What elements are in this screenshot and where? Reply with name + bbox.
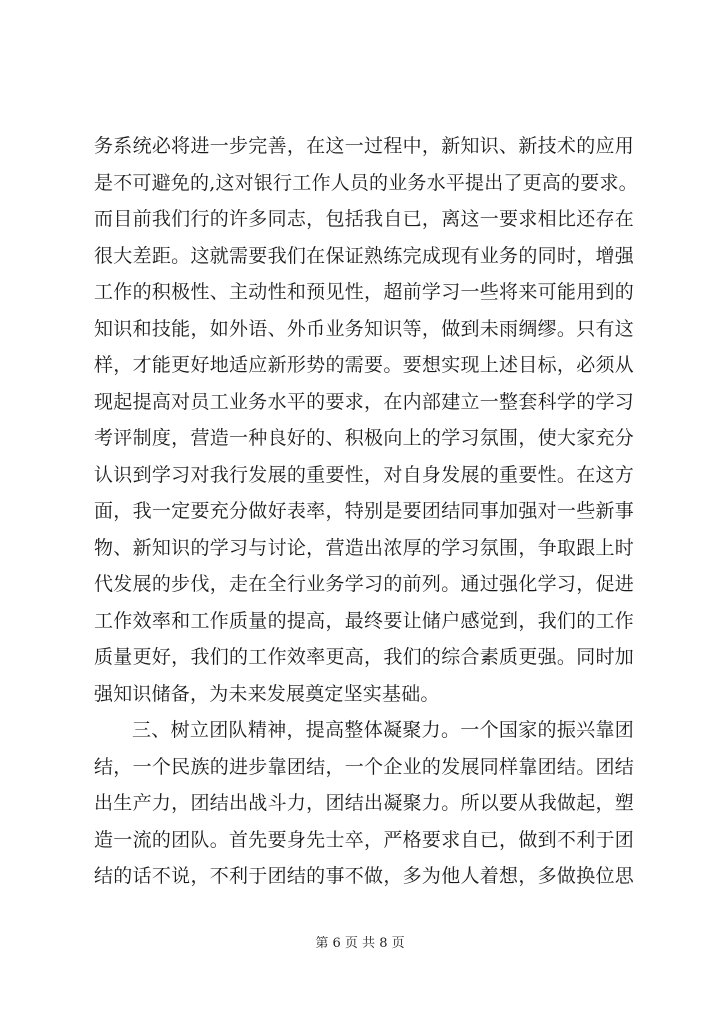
text-line-12: 物、新知识的学习与讨论，营造出浓厚的学习氛围，争取跟上时 — [94, 536, 634, 559]
text-line-9: 考评制度，营造一种良好的、积极向上的学习氛围，使大家充分 — [94, 427, 634, 449]
text-line-3: 而目前我们行的许多同志，包括我自已，离这一要求相比还存在 — [94, 208, 634, 230]
text-line-18: 结，一个民族的进步靠团结，一个企业的发展同样靠团结。团结 — [94, 755, 634, 778]
text-line-20: 造一流的团队。首先要身先士卒，严格要求自已，做到不利于团 — [94, 828, 634, 851]
page-footer — [0, 934, 720, 954]
text-line-5: 工作的积极性、主动性和预见性，超前学习一些将来可能用到的 — [94, 281, 634, 303]
text-line-13: 代发展的步伐，走在全行业务学习的前列。通过强化学习，促进 — [94, 573, 634, 595]
text-line-4: 很大差距。这就需要我们在保证熟练完成现有业务的同时，增强 — [94, 244, 634, 267]
text-line-8: 现起提高对员工业务水平的要求，在内部建立一整套科学的学习 — [94, 390, 634, 413]
text-line-14: 工作效率和工作质量的提高，最终要让储户感觉到，我们的工作 — [94, 609, 634, 632]
text-line-15: 质量更好，我们的工作效率更高，我们的综合素质更强。同时加 — [94, 646, 634, 668]
page-number-label: 第 6 页 共 8 页 — [315, 936, 405, 951]
text-line-21: 结的话不说，不利于团结的事不做，多为他人着想，多做换位思 — [94, 865, 634, 887]
text-line-19: 出生产力，团结出战斗力，团结出凝聚力。所以要从我做起，塑 — [94, 792, 634, 814]
text-line-1: 务系统必将进一步完善，在这一过程中，新知识、新技术的应用 — [94, 135, 634, 157]
body-text — [94, 128, 638, 895]
text-line-10: 认识到学习对我行发展的重要性，对自身发展的重要性。在这方 — [94, 463, 634, 486]
text-line-17: 三、树立团队精神，提高整体凝聚力。一个国家的振兴靠团 — [132, 719, 634, 741]
text-line-11: 面，我一定要充分做好表率，特别是要团结同事加强对一些新事 — [94, 500, 634, 522]
text-line-7: 样，才能更好地适应新形势的需要。要想实现上述目标，必须从 — [94, 354, 634, 376]
text-line-16: 强知识储备，为未来发展奠定坚实基础。 — [94, 682, 440, 705]
text-line-6: 知识和技能，如外语、外币业务知识等，做到未雨绸缪。只有这 — [94, 317, 634, 340]
text-line-2: 是不可避免的,这对银行工作人员的业务水平提出了更高的要求。 — [94, 171, 638, 194]
